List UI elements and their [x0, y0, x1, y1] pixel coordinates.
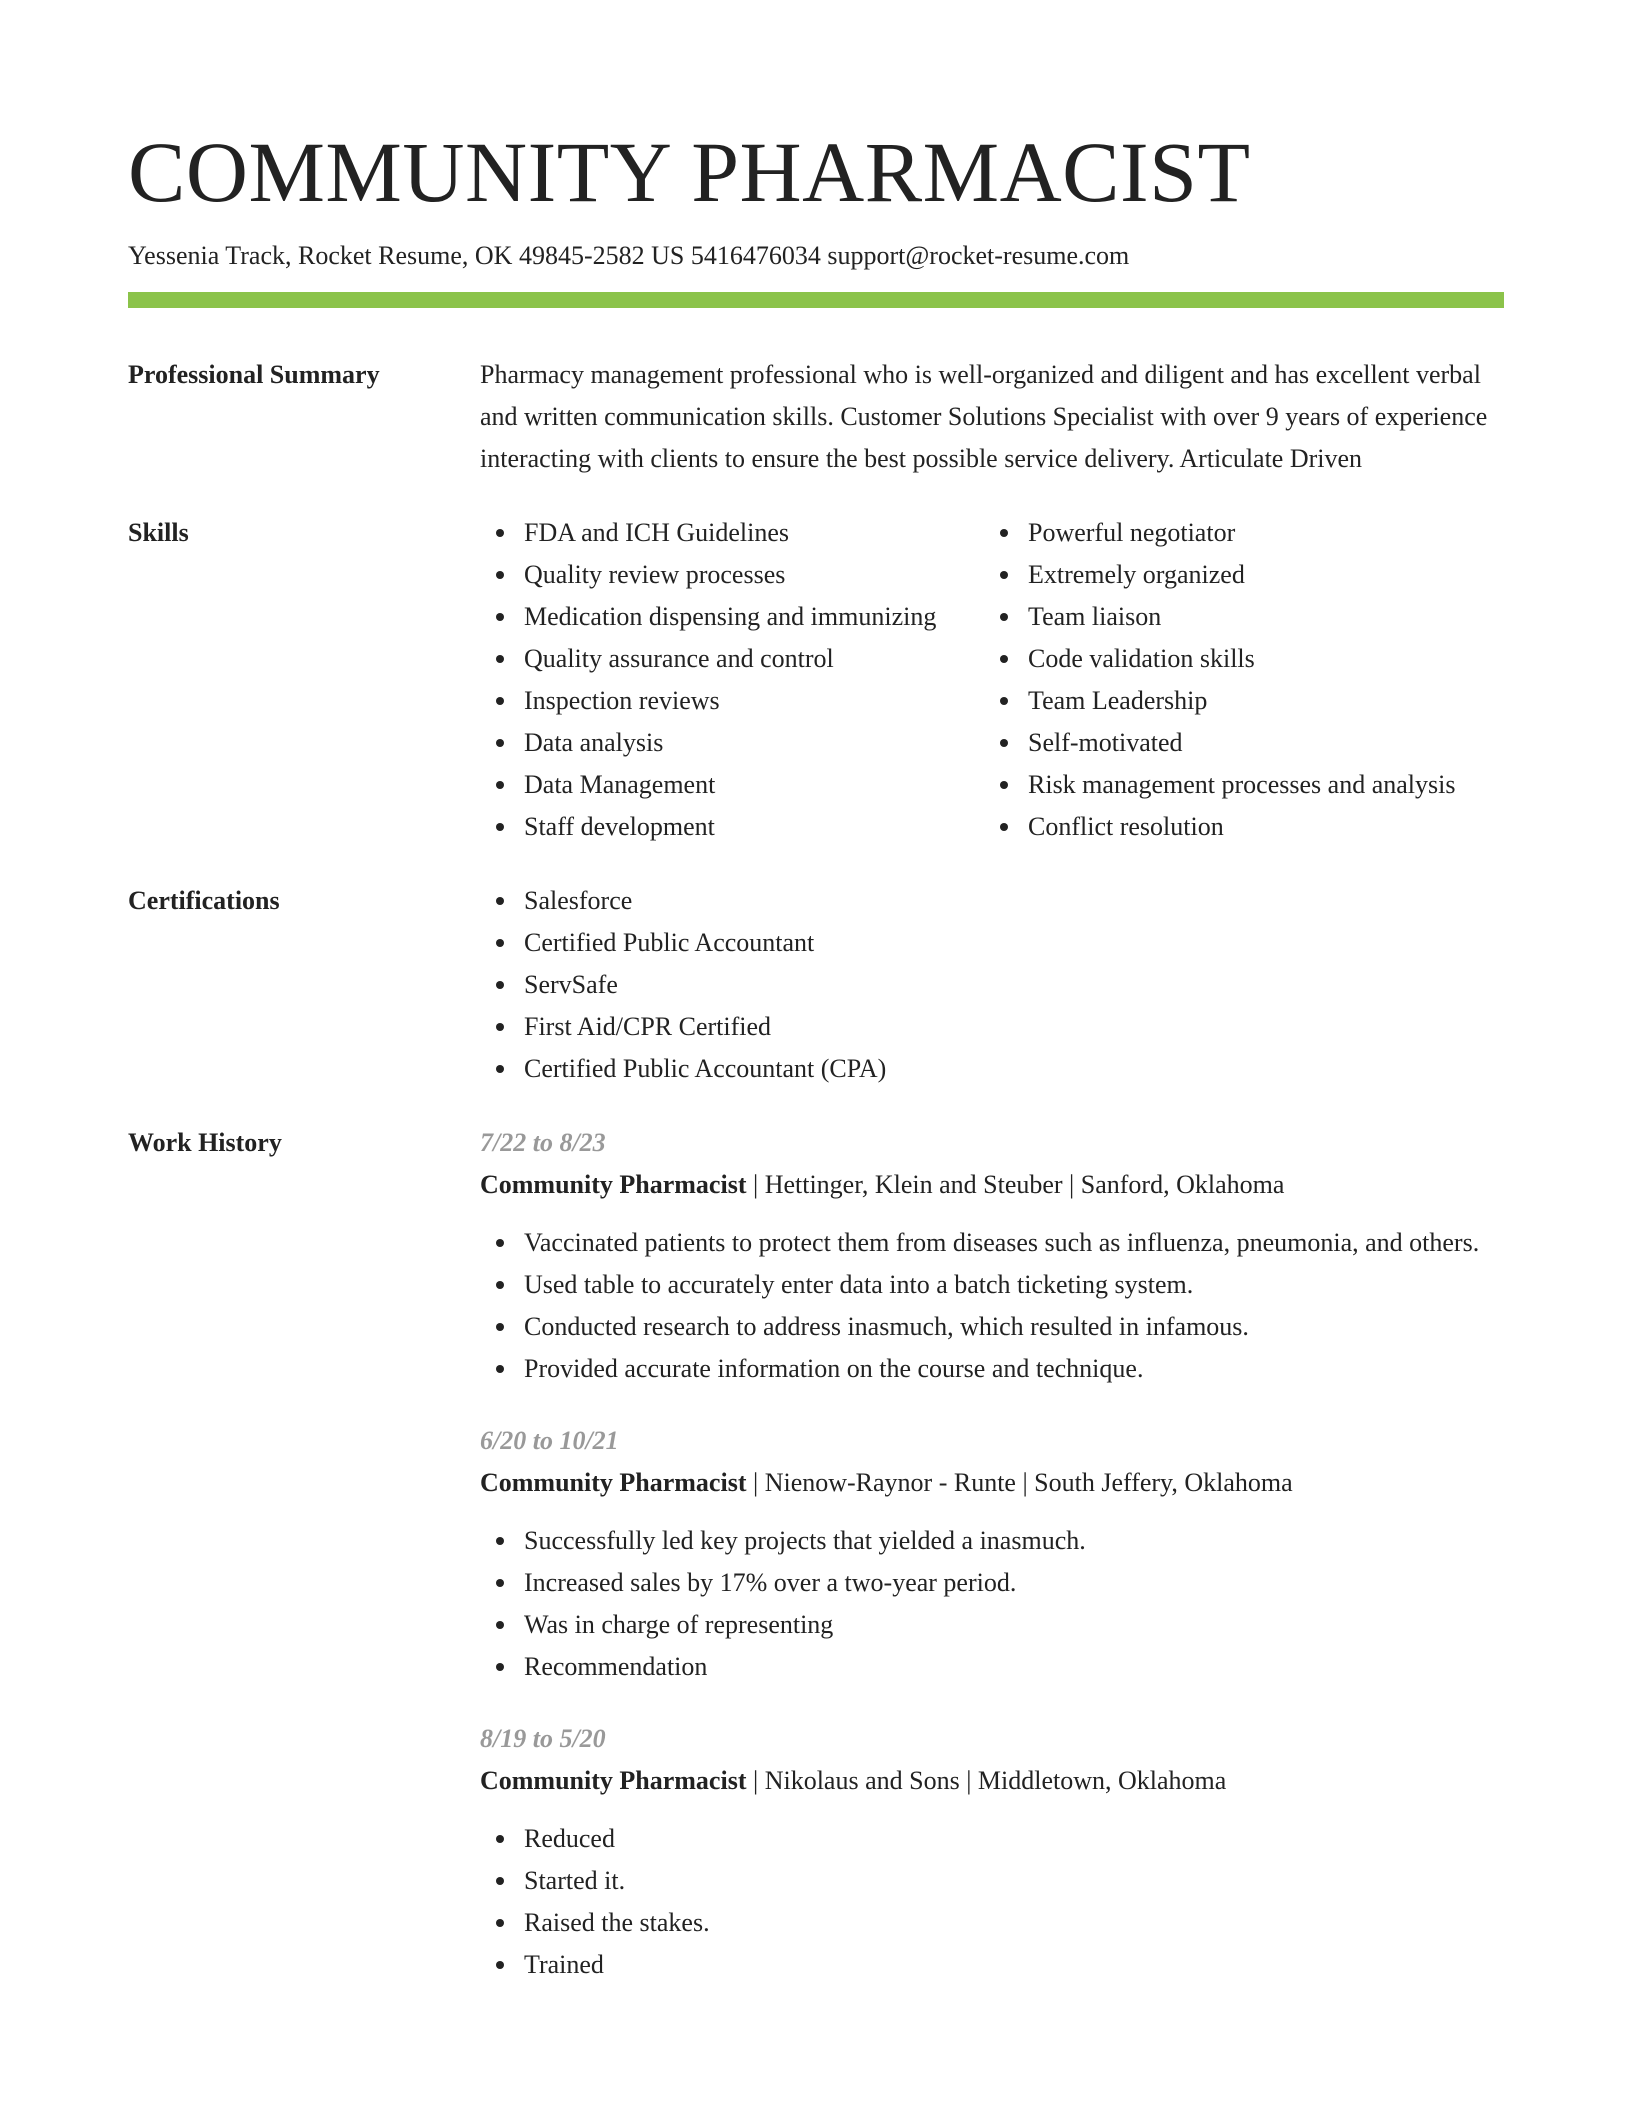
job-dates: 7/22 to 8/23	[480, 1128, 606, 1157]
contact-line: Yessenia Track, Rocket Resume, OK 49845-2582 US 5416476034 support@rocket-resume.com	[128, 241, 1130, 270]
job-heading	[480, 1164, 1504, 1206]
list-item: Started it.	[524, 1860, 1504, 1902]
job-title: Community Pharmacist	[480, 1170, 747, 1199]
list-item: Trained	[524, 1944, 1504, 1986]
certifications-section	[128, 880, 1504, 1090]
certifications-label: Certifications	[128, 886, 280, 915]
job-title: Community Pharmacist	[480, 1468, 747, 1497]
summary-text: Pharmacy management professional who is well-organized and diligent and has excellent verbal and written communication skills. Customer Solutions Specialist with over 9 years of experience interacting with clients to ensure the best possible service delivery. Articulate Driven	[480, 360, 1488, 473]
list-item: FDA and ICH Guidelines	[524, 512, 984, 554]
list-item: Medication dispensing and immunizing	[524, 596, 984, 638]
list-item: Conducted research to address inasmuch, which resulted in infamous.	[524, 1306, 1504, 1348]
job-heading	[480, 1760, 1504, 1802]
job-entry	[480, 1420, 1504, 1688]
job-bullets	[480, 1520, 1504, 1688]
skills-section	[128, 512, 1504, 848]
job-entry	[480, 1718, 1504, 1986]
job-bullets	[480, 1222, 1504, 1390]
list-item: Was in charge of representing	[524, 1604, 1504, 1646]
list-item: ServSafe	[524, 964, 1504, 1006]
list-item: Code validation skills	[1028, 638, 1504, 680]
work-history-body	[480, 1122, 1504, 1986]
list-item: Risk management processes and analysis	[1028, 764, 1504, 806]
list-item: Salesforce	[524, 880, 1504, 922]
job-bullets	[480, 1818, 1504, 1986]
list-item: Inspection reviews	[524, 680, 984, 722]
skills-list-right	[984, 512, 1504, 848]
job-entry	[480, 1122, 1504, 1390]
certifications-list	[480, 880, 1504, 1090]
list-item: Reduced	[524, 1818, 1504, 1860]
skills-label: Skills	[128, 518, 189, 547]
list-item: Team liaison	[1028, 596, 1504, 638]
work-history-section	[128, 1122, 1504, 1986]
list-item: Quality review processes	[524, 554, 984, 596]
list-item: Staff development	[524, 806, 984, 848]
list-item: Conflict resolution	[1028, 806, 1504, 848]
work-history-label: Work History	[128, 1128, 282, 1157]
list-item: Extremely organized	[1028, 554, 1504, 596]
list-item: Vaccinated patients to protect them from diseases such as influenza, pneumonia, and others.	[524, 1222, 1504, 1264]
accent-divider	[128, 292, 1504, 308]
job-employer: | Nienow-Raynor - Runte | South Jeffery, Oklahoma	[746, 1468, 1293, 1497]
list-item: Powerful negotiator	[1028, 512, 1504, 554]
list-item: Recommendation	[524, 1646, 1504, 1688]
job-dates: 8/19 to 5/20	[480, 1724, 606, 1753]
list-item: Raised the stakes.	[524, 1902, 1504, 1944]
job-heading	[480, 1462, 1504, 1504]
list-item: Increased sales by 17% over a two-year period.	[524, 1562, 1504, 1604]
job-employer: | Hettinger, Klein and Steuber | Sanford, Oklahoma	[746, 1170, 1285, 1199]
list-item: Data Management	[524, 764, 984, 806]
list-item: Quality assurance and control	[524, 638, 984, 680]
list-item: Successfully led key projects that yielded a inasmuch.	[524, 1520, 1504, 1562]
summary-label: Professional Summary	[128, 360, 380, 389]
certifications-body	[480, 880, 1504, 1090]
list-item: Team Leadership	[1028, 680, 1504, 722]
list-item: Data analysis	[524, 722, 984, 764]
job-employer: | Nikolaus and Sons | Middletown, Oklahoma	[746, 1766, 1227, 1795]
list-item: Certified Public Accountant	[524, 922, 1504, 964]
resume-name: COMMUNITY PHARMACIST	[128, 124, 1251, 220]
resume-page	[128, 118, 1504, 1986]
summary-section	[128, 354, 1504, 480]
list-item: Self-motivated	[1028, 722, 1504, 764]
job-title: Community Pharmacist	[480, 1766, 747, 1795]
list-item: Certified Public Accountant (CPA)	[524, 1048, 1504, 1090]
list-item: Provided accurate information on the course and technique.	[524, 1348, 1504, 1390]
list-item: Used table to accurately enter data into a batch ticketing system.	[524, 1264, 1504, 1306]
list-item: First Aid/CPR Certified	[524, 1006, 1504, 1048]
skills-grid	[480, 512, 1504, 848]
job-dates: 6/20 to 10/21	[480, 1426, 619, 1455]
skills-list-left	[480, 512, 984, 848]
